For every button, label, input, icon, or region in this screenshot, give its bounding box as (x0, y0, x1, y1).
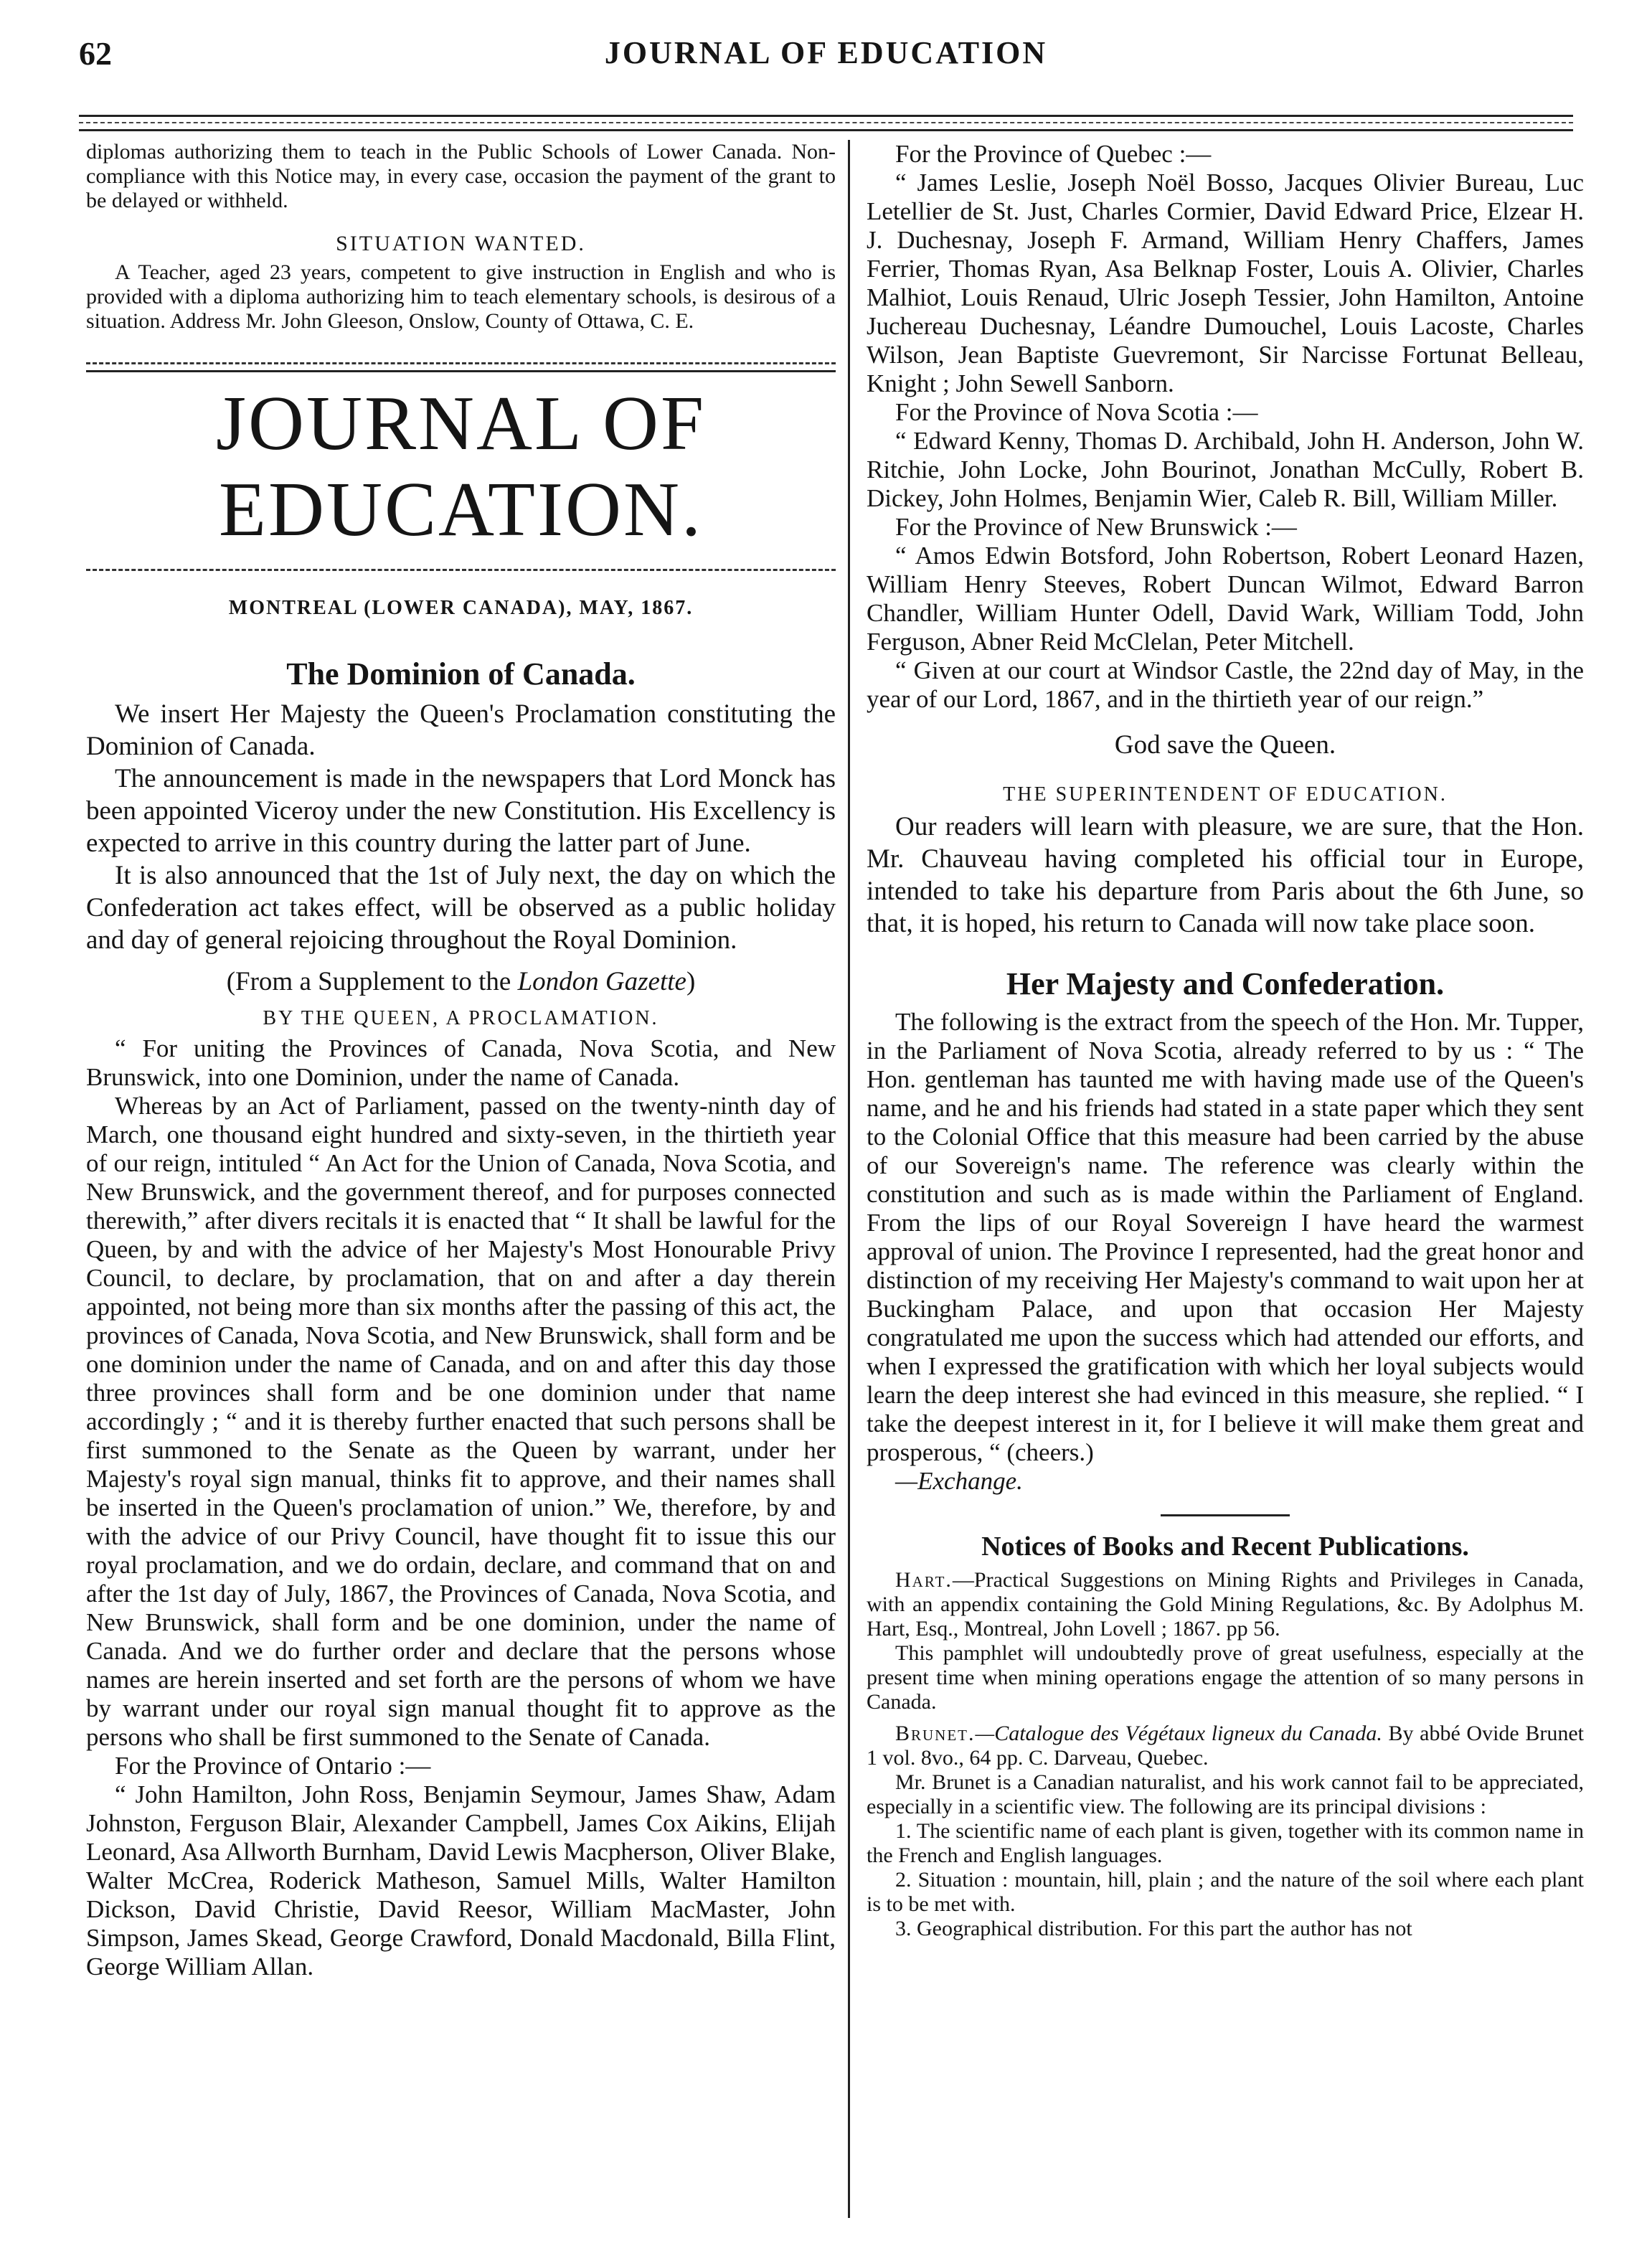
proclamation-paragraph: Whereas by an Act of Parliament, passed on the twenty-ninth day of March, one thousand eight hundred and sixty-seven, in the thirtieth year of our reign, intituled “ An Act for the Union of Canada, Nova Scotia, and New Brunswick, and the government thereof, and for purposes connected therewith,” after divers recitals it is enacted that “ It shall be lawful for the Queen, by and with the advice of her Majesty's Most Honourable Privy Council, to declare, by proclamation, that on and after a day therein appointed, not being more than six months after the passing of this act, the provinces of Canada, Nova Scotia, and New Brunswick, shall form and be one dominion under the name of Canada, and on and after this day those three provinces shall form and be one dominion under that name accordingly ; “ and it is thereby further enacted that such persons shall be first summoned to the Senate as the Queen by warrant, under her Majesty's royal sign manual, thinks fit to approve, and their names shall be inserted in the Queen's proclamation of union.” We, therefore, by and with the advice of our Privy Council, have thought fit to issue this our royal proclamation, and we do ordain, declare, and command that on and after the 1st day of July, 1867, the Provinces of Canada, Nova Scotia, and New Brunswick, shall form and be one dominion, under the name of Canada. And we do further order and declare that the persons whose names are herein inserted and set forth are the persons of whom we have by warrant under our royal sign manual thought fit to approve as the persons who shall be first summoned to the Senate of Canada. (86, 1092, 836, 1751)
ontario-label: For the Province of Ontario :— (115, 1752, 431, 1780)
page-header (79, 34, 1573, 85)
brunet-title: —Catalogue des Végétaux ligneux du Canada. (975, 1722, 1382, 1745)
supplement-suffix: ) (686, 967, 696, 996)
brunet-name: Brunet. (895, 1722, 976, 1745)
hart-entry (867, 1568, 1584, 1641)
dominion-heading: The Dominion of Canada. (286, 656, 636, 691)
masthead-rule-bottom (86, 569, 836, 571)
header-rule-lower (79, 129, 1573, 131)
ontario-names: “ John Hamilton, John Ross, Benjamin Seymour, James Shaw, Adam Johnston, Ferguson Blair, Alexander Campbell, James Cox Aikins, Elijah Leonard, Asa Allworth Burnham, David Lewis Macpherson, Oliver Blake, Walter McCrea, Roderick Matheson, Samuel Mills, Walter Hamilton Dickson, David Christie, David Reesor, William MacMaster, John Simpson, James Skead, George Crawford, Donald Macdonald, Billa Flint, George William Allan. (86, 1780, 836, 1981)
novascotia-label: For the Province of Nova Scotia :— (895, 398, 1258, 426)
quebec-names: “ James Leslie, Joseph Noël Bosso, Jacques Olivier Bureau, Luc Letellier de St. Just, Charles Cormier, David Edward Price, Elzear H. J. Duchesnay, Joseph F. Armand, William Henry Chaffers, James Ferrier, Thomas Ryan, Asa Belknap Foster, Louis A. Olivier, Charles Malhiot, Louis Renaud, Ulric Joseph Tessier, John Hamilton, Antoine Juchereau Duchesnay, Léandre Dumouchel, Louis Lacoste, Charles Wilson, Jean Baptiste Guevremont, Sir Narcisse Fortunat Belleau, Knight ; John Sewell Sanborn. (867, 169, 1584, 397)
brunet-publisher: By abbé Ovide Brunet 1 vol. 8vo., 64 pp. C. Darveau, Quebec. (867, 1722, 1584, 1770)
hart-text: —Practical Suggestions on Mining Rights and Privileges in Canada, with an appendix containing the Gold Mining Regulations, &c. By Adolphus M. Hart, Esq., Montreal, John Lovell ; 1867. pp 56. (867, 1568, 1584, 1641)
supplement-line (86, 966, 836, 997)
notice-end: diplomas authorizing them to teach in the Public Schools of Lower Canada. Non-compliance with this Notice may, in every case, occasion the payment of the grant to be delayed or withheld. (86, 140, 836, 212)
masthead: JOURNAL OF EDUCATION. (215, 381, 707, 552)
proclamation-paragraph: “ For uniting the Provinces of Canada, Nova Scotia, and New Brunswick, into one Dominion, under the name of Canada. (86, 1034, 836, 1091)
division-item: 1. The scientific name of each plant is given, together with its common name in the French and English languages. (867, 1819, 1584, 1867)
article-paragraph: The announcement is made in the newspapers that Lord Monck has been appointed Viceroy under the new Constitution. His Excellency is expected to arrive in this country during the latter part of June. (86, 764, 836, 858)
article-paragraph: We insert Her Majesty the Queen's Proclamation constituting the Dominion of Canada. (86, 699, 836, 761)
page-number: 62 (79, 35, 112, 72)
right-column (867, 140, 1584, 2232)
superintendent-text: Our readers will learn with pleasure, we are sure, that the Hon. Mr. Chauveau having completed his official tour in Europe, intended to take his departure from Paris about the 6th June, so that, it is hoped, his return to Canada will now take place soon. (867, 812, 1584, 938)
division-item: 2. Situation : mountain, hill, plain ; and the nature of the soil where each plant is to be met with. (867, 1868, 1584, 1916)
running-title: JOURNAL OF EDUCATION (604, 35, 1048, 70)
division-item: 3. Geographical distribution. For this part the author has not (895, 1917, 1412, 1940)
superintendent-heading: THE SUPERINTENDENT OF EDUCATION. (1003, 783, 1448, 806)
hart-review: This pamphlet will undoubtedly prove of great usefulness, especially at the present time when mining operations engage the attention of so many persons in Canada. (867, 1641, 1584, 1714)
newbrunswick-label: For the Province of New Brunswick :— (895, 513, 1297, 541)
god-save-the-queen: God save the Queen. (1114, 730, 1336, 760)
masthead-rule-top-solid (86, 370, 836, 372)
proclamation-heading: BY THE QUEEN, A PROCLAMATION. (263, 1007, 659, 1029)
column-divider (848, 140, 850, 2218)
header-rule-dashed (79, 122, 1573, 123)
brunet-review: Mr. Brunet is a Canadian naturalist, and his work cannot fail to be appreciated, especially in a scientific view. The following are its principal divisions : (867, 1770, 1584, 1818)
section-rule (1161, 1514, 1290, 1516)
newbrunswick-names: “ Amos Edwin Botsford, John Robertson, Robert Leonard Hazen, William Henry Steeves, Robert Duncan Wilmot, Edward Barron Chandler, William Hunter Odell, David Wark, William Todd, John Ferguson, Abner Reid McClelan, Peter Mitchell. (867, 542, 1584, 656)
majesty-text: The following is the extract from the speech of the Hon. Mr. Tupper, in the Parliament of Nova Scotia, already referred to by us : “ The Hon. gentleman has taunted me with having made use of the Queen's name, and he and his friends had stated in a state paper which they sent to the Colonial Office that this measure had been carried by the abuse of our Sovereign's name. The reference was clearly within the constitution and such as is made within the Parliament of England. From the lips of our Royal Sovereign I have heard the warmest approval of union. The Province I represented, had the great honor and distinction of my receiving Her Majesty's command to wait upon her at Buckingham Palace, and upon that occasion Her Majesty congratulated me upon the success which had attended our efforts, and when I expressed the gratification with which her loyal subjects would learn the deep interest she had evinced in this measure, she replied. “ I take the deepest interest in it, for I believe it will make them great and prosperous, “ (cheers.) (867, 1008, 1584, 1466)
brunet-entry (867, 1722, 1584, 1770)
header-rule (79, 115, 1573, 117)
novascotia-names: “ Edward Kenny, Thomas D. Archibald, John H. Anderson, John W. Ritchie, John Locke, John Bourinot, Jonathan McCully, Robert B. Dickey, John Holmes, Benjamin Wier, Caleb R. Bill, William Miller. (867, 427, 1584, 512)
majesty-source (867, 1467, 1584, 1496)
masthead-rule-top (86, 362, 836, 364)
supplement-prefix: (From a Supplement to the (226, 967, 518, 996)
notices-heading: Notices of Books and Recent Publications. (981, 1531, 1469, 1562)
majesty-heading: Her Majesty and Confederation. (1006, 966, 1445, 1001)
exchange-credit: —Exchange. (895, 1467, 1023, 1495)
given-at: “ Given at our court at Windsor Castle, the 22nd day of May, in the year of our Lord, 1867, and in the thirtieth year of our reign.” (867, 656, 1584, 713)
left-column (86, 140, 836, 2232)
situation-text: A Teacher, aged 23 years, competent to give instruction in English and who is provided with a diploma authorizing him to teach elementary schools, is desirous of a situation. Address Mr. John Gleeson, Onslow, County of Ottawa, C. E. (86, 260, 836, 333)
quebec-label: For the Province of Quebec :— (895, 140, 1212, 168)
gazette-title: London Gazette (517, 967, 686, 996)
situation-heading: SITUATION WANTED. (336, 232, 586, 255)
dateline: MONTREAL (LOWER CANADA), MAY, 1867. (228, 597, 694, 619)
article-paragraph: It is also announced that the 1st of July next, the day on which the Confederation act takes effect, will be observed as a public holiday and day of general rejoicing throughout the Royal Dominion. (86, 861, 836, 955)
hart-name: Hart. (895, 1568, 953, 1592)
